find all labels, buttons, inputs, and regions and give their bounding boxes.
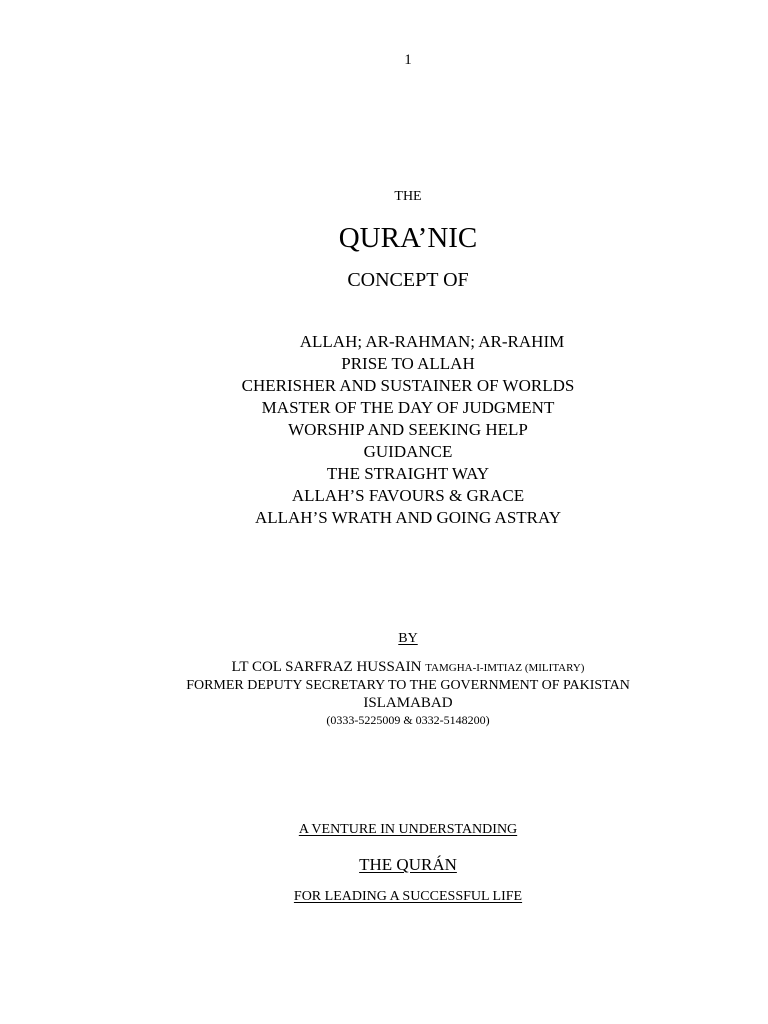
author-city: ISLAMABAD [363,695,453,711]
page-number: 1 [404,52,412,68]
author-phones: (0333-5225009 & 0332-5148200) [326,713,490,727]
venture-line: A VENTURE IN UNDERSTANDING [298,822,518,837]
topic-4: MASTER OF THE DAY OF JUDGMENT [261,398,555,417]
topic-1: ALLAH; AR-RAHMAN; AR-RAHIM [299,332,565,351]
main-title: QURA’NIC [338,222,478,254]
author-name: LT COL SARFRAZ HUSSAIN [231,659,422,675]
book-title: THE QURÁN [359,855,457,874]
topic-3: CHERISHER AND SUSTAINER OF WORLDS [241,376,575,395]
title-the: THE [394,189,422,204]
topic-2: PRISE TO ALLAH [341,354,475,373]
topic-6: GUIDANCE [363,442,453,461]
topic-5: WORSHIP AND SEEKING HELP [288,420,528,439]
topic-8: ALLAH’S FAVOURS & GRACE [291,486,525,505]
topic-9: ALLAH’S WRATH AND GOING ASTRAY [254,508,562,527]
author-award: TAMGHA-I-IMTIAZ (MILITARY) [425,662,585,674]
subtitle-concept-of: CONCEPT OF [347,269,469,291]
topic-7: THE STRAIGHT WAY [326,464,490,483]
author-position: FORMER DEPUTY SECRETARY TO THE GOVERNMENT OF PAKISTAN [186,678,630,693]
by-label: BY [398,631,418,646]
purpose-line: FOR LEADING A SUCCESSFUL LIFE [293,889,523,904]
author-line [24,660,768,675]
